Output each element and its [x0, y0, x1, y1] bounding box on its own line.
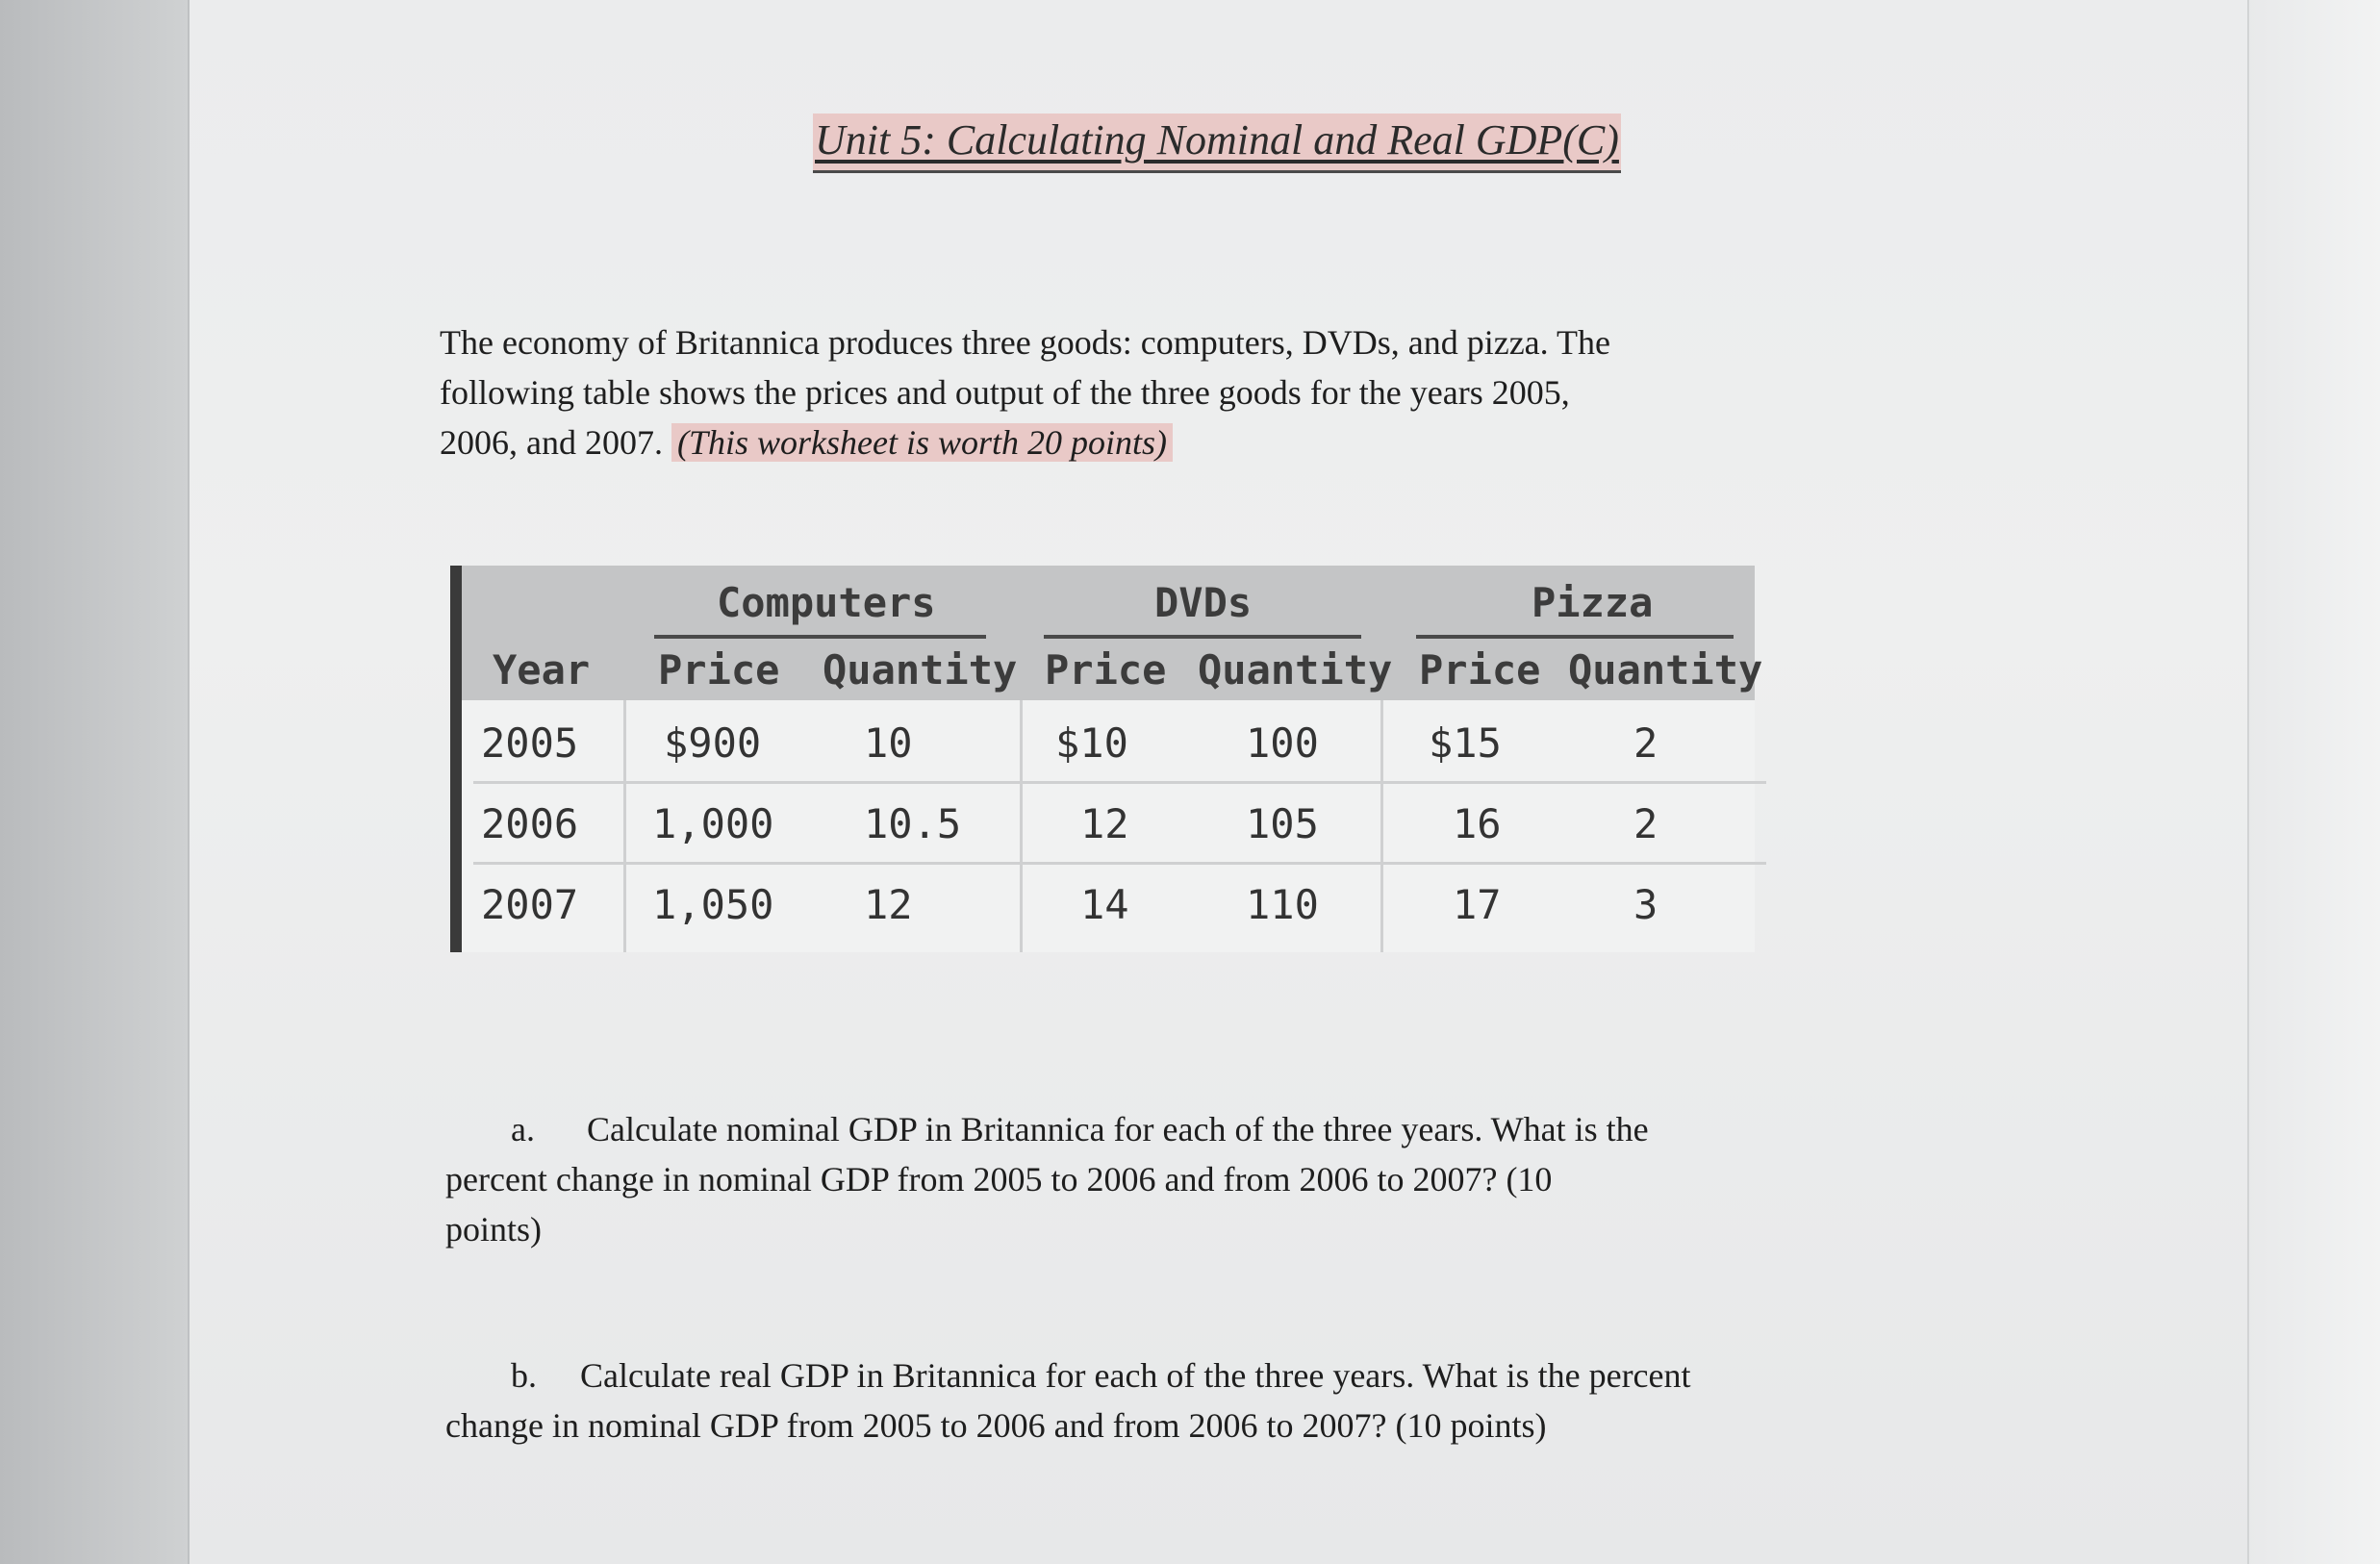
group-dvds: DVDs: [1154, 579, 1253, 626]
table-body: [450, 700, 1755, 952]
group-pizza-rule: [1416, 635, 1734, 639]
question-a-marker: a.: [511, 1110, 535, 1148]
cell-pizza-price: 17: [1453, 881, 1502, 928]
desk-right-edge: [2245, 0, 2380, 1564]
group-computers: Computers: [717, 579, 936, 626]
header-computers-price: Price: [658, 646, 780, 694]
group-dvds-rule: [1044, 635, 1361, 639]
table-header: [450, 566, 1763, 700]
column-divider: [623, 700, 626, 952]
question-a: [445, 1104, 1792, 1254]
question-b-marker: b.: [511, 1356, 537, 1395]
intro-paragraph: [440, 317, 1709, 467]
cell-dvds-price: 12: [1080, 800, 1129, 847]
question-a-text-1: Calculate nominal GDP in Britannica for each of the three years. What is the: [587, 1110, 1649, 1148]
cell-pizza-quantity: 2: [1633, 719, 1658, 767]
cell-pizza-quantity: 2: [1633, 800, 1658, 847]
cell-computers-quantity: 10: [864, 719, 913, 767]
cell-pizza-price: 16: [1453, 800, 1502, 847]
header-dvds-quantity: Quantity: [1198, 646, 1393, 694]
header-computers-quantity: Quantity: [823, 646, 1018, 694]
cell-dvds-quantity: 100: [1246, 719, 1319, 767]
group-pizza: Pizza: [1532, 579, 1654, 626]
intro-line-3-text: 2006, and 2007.: [440, 423, 663, 462]
cell-pizza-quantity: 3: [1633, 881, 1658, 928]
header-year: Year: [493, 646, 591, 694]
question-b-line-1: [445, 1350, 1792, 1400]
header-dvds-price: Price: [1045, 646, 1167, 694]
column-divider: [1380, 700, 1383, 952]
cell-pizza-price: $15: [1429, 719, 1502, 767]
cell-computers-quantity: 12: [864, 881, 913, 928]
cell-dvds-price: 14: [1080, 881, 1129, 928]
question-a-line-3: points): [445, 1210, 543, 1249]
header-pizza-price: Price: [1419, 646, 1541, 694]
cell-computers-price: 1,050: [652, 881, 774, 928]
row-divider: [473, 862, 1766, 865]
cell-computers-price: 1,000: [652, 800, 774, 847]
cell-year: 2007: [481, 881, 579, 928]
question-a-line-1: [445, 1104, 1792, 1154]
cell-dvds-quantity: 110: [1246, 881, 1319, 928]
row-divider: [473, 781, 1766, 784]
goods-table: [450, 566, 1763, 952]
group-computers-rule: [654, 635, 986, 639]
points-note: (This worksheet is worth 20 points): [671, 423, 1173, 462]
question-a-line-2: percent change in nominal GDP from 2005 to 2006 and from 2006 to 2007? (10: [445, 1160, 1553, 1198]
question-b-text-1: Calculate real GDP in Britannica for each of the three years. What is the percent: [580, 1356, 1691, 1395]
question-b-line-2: change in nominal GDP from 2005 to 2006 and from 2006 to 2007? (10 points): [445, 1406, 1547, 1445]
cell-computers-quantity: 10.5: [864, 800, 962, 847]
cell-computers-price: $900: [664, 719, 762, 767]
question-b: [445, 1350, 1792, 1450]
intro-line-3: [440, 417, 1709, 467]
cell-year: 2006: [481, 800, 579, 847]
column-divider: [1020, 700, 1023, 952]
intro-line-2: following table shows the prices and output of the three goods for the years 2005,: [440, 373, 1570, 412]
intro-line-1: The economy of Britannica produces three goods: computers, DVDs, and pizza. The: [440, 323, 1610, 362]
desk-left-edge: [0, 0, 188, 1564]
cell-dvds-quantity: 105: [1246, 800, 1319, 847]
header-pizza-quantity: Quantity: [1568, 646, 1763, 694]
cell-year: 2005: [481, 719, 579, 767]
worksheet-title: Unit 5: Calculating Nominal and Real GDP(C): [813, 114, 1621, 173]
cell-dvds-price: $10: [1055, 719, 1128, 767]
